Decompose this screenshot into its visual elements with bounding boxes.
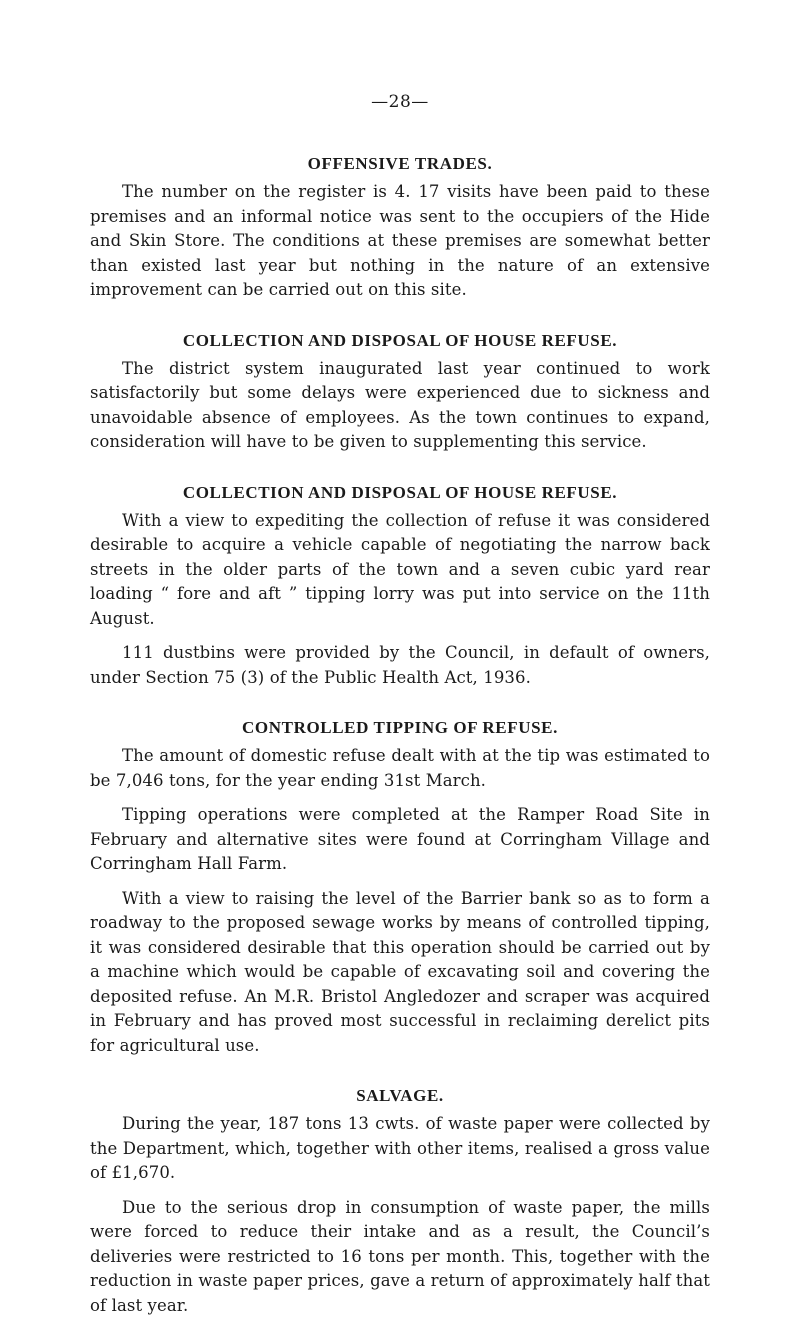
section-heading: SALVAGE. bbox=[356, 1086, 444, 1105]
section-heading: COLLECTION AND DISPOSAL OF HOUSE REFUSE. bbox=[182, 330, 618, 350]
section-collection-disposal-1 bbox=[90, 329, 710, 455]
paragraph: Tipping operations were completed at the Ramper Road Site in February and alternative sites were found at Corringham Village and Corringham Hall Farm. bbox=[90, 805, 710, 873]
paragraph: The amount of domestic refuse dealt with at the tip was estimated to be 7,046 tons, for the year ending 31st March. bbox=[90, 746, 710, 790]
page-number: —28— bbox=[371, 92, 429, 112]
section-salvage bbox=[90, 1084, 710, 1318]
paragraph: The district system inaugurated last year continued to work satisfactorily but some delays were experienced due to sickness and unavoidable absence of employees. As the town continues to expand, consideration will have to be given to supplementing this service. bbox=[90, 358, 710, 451]
section-heading: COLLECTION AND DISPOSAL OF HOUSE REFUSE. bbox=[182, 482, 618, 502]
paragraph: With a view to expediting the collection of refuse it was considered desirable to acquire a vehicle capable of negotiating the narrow back streets in the older parts of the town and a seven cubic yard rear loading “ fore and aft ” tipping lorry was put into service on the 11th August. bbox=[90, 510, 710, 628]
section-offensive-trades bbox=[90, 152, 710, 303]
section-heading: OFFENSIVE TRADES. bbox=[307, 154, 493, 173]
section-controlled-tipping bbox=[90, 716, 710, 1058]
paragraph: During the year, 187 tons 13 cwts. of waste paper were collected by the Department, which, together with other items, realised a gross value of £1,670. bbox=[90, 1114, 710, 1182]
paragraph: The number on the register is 4. 17 visits have been paid to these premises and an informal notice was sent to the occupiers of the Hide and Skin Store. The conditions at these premises are somewhat better than existed last year but nothing in the nature of an extensive improvement can be carried out on this site. bbox=[90, 182, 710, 299]
paragraph: Due to the serious drop in consumption of waste paper, the mills were forced to reduce their intake and as a result, the Council’s deliveries were restricted to 16 tons per month. This, together with the reduction in waste paper prices, gave a return of approximately half that of last year. bbox=[90, 1197, 710, 1315]
section-collection-disposal-2 bbox=[90, 481, 710, 691]
paragraph: 111 dustbins were provided by the Council, in default of owners, under Section 75 (3) of the Public Health Act, 1936. bbox=[90, 643, 710, 687]
paragraph: With a view to raising the level of the Barrier bank so as to form a roadway to the proposed sewage works by means of controlled tipping, it was considered desirable that this operation should be carried out by a machine which would be capable of excavating soil and covering the deposited refuse. An M.R. Bristol Angledozer and scraper was acquired in February and has proved most successful in reclaiming derelict pits for agricultural use. bbox=[90, 888, 710, 1055]
section-heading: CONTROLLED TIPPING OF REFUSE. bbox=[242, 718, 558, 737]
